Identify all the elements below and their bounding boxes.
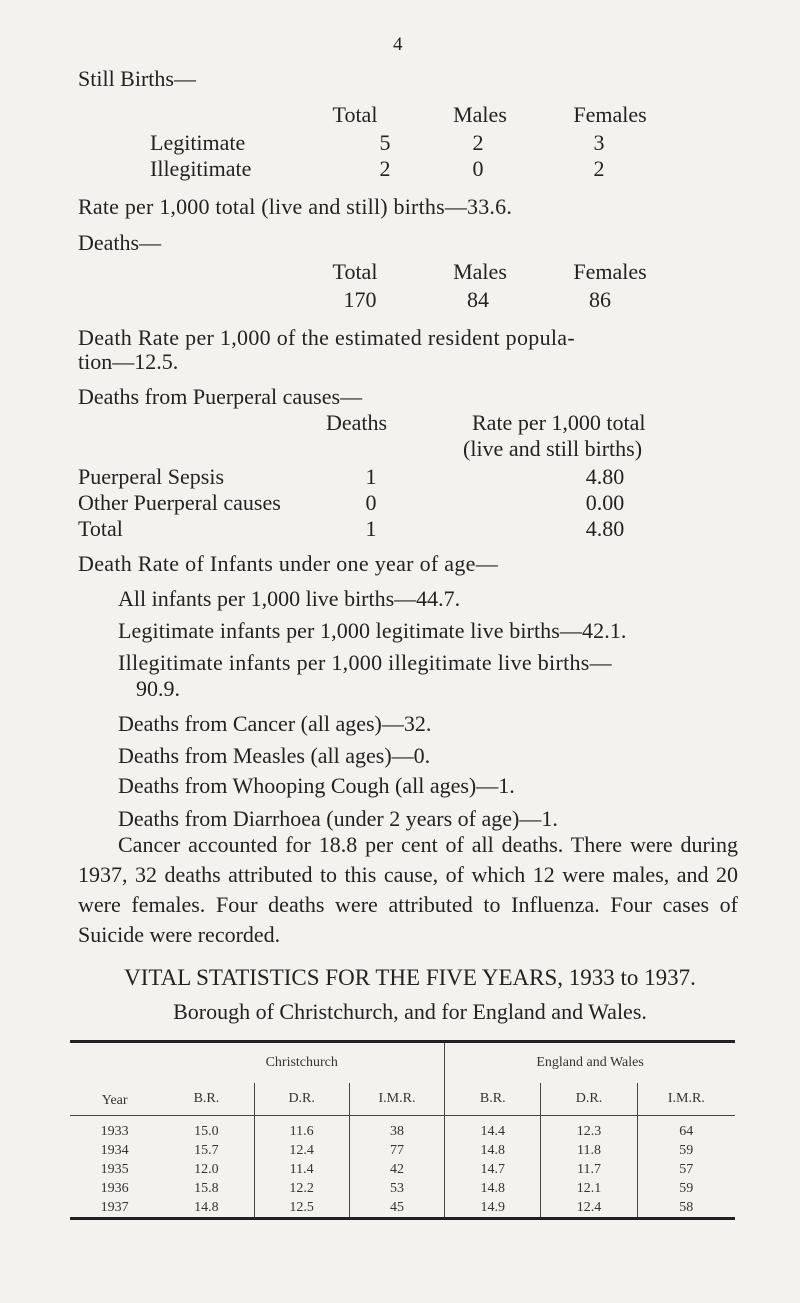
puerperal-col-deaths: Deaths	[326, 410, 388, 435]
group-england-wales: England and Wales	[445, 1042, 735, 1084]
deaths-females: 86	[589, 287, 611, 312]
cell-value: 77	[349, 1141, 444, 1160]
still-births-heading: Still Births—	[78, 66, 196, 91]
col-england-imr: I.M.R.	[637, 1083, 735, 1116]
cell-value: 11.8	[541, 1141, 637, 1160]
puerperal-cell: 0	[365, 490, 377, 515]
still-births-row-label: Legitimate	[150, 130, 246, 155]
puerperal-col-rate-sub: (live and still births)	[463, 436, 643, 461]
deaths-whooping-cough: Deaths from Whooping Cough (all ages)—1.	[118, 773, 515, 798]
still-births-cell: 2	[472, 130, 484, 155]
deaths-measles: Deaths from Measles (all ages)—0.	[118, 743, 431, 768]
col-year: Year	[101, 1093, 128, 1108]
puerperal-cell: 1	[365, 464, 377, 489]
cell-value: 58	[637, 1198, 735, 1219]
still-births-col-males: Males	[453, 102, 507, 127]
vital-stats-title: VITAL STATISTICS FOR THE FIVE YEARS, 1933 to 1937.	[124, 965, 696, 990]
table-row	[70, 1116, 735, 1142]
cell-value: 14.4	[445, 1116, 541, 1142]
cell-value: 14.8	[445, 1141, 541, 1160]
cell-year: 1935	[100, 1162, 129, 1177]
cell-value: 12.1	[541, 1179, 637, 1198]
puerperal-row-label: Total	[78, 516, 123, 541]
still-births-rate: Rate per 1,000 total (live and still) births—33.6.	[78, 194, 513, 219]
deaths-col-males: Males	[453, 259, 507, 284]
cell-value: 57	[637, 1160, 735, 1179]
cell-value: 11.7	[541, 1160, 637, 1179]
cell-value: 12.3	[541, 1116, 637, 1142]
cell-value: 11.6	[254, 1116, 349, 1142]
deaths-col-females: Females	[573, 259, 647, 284]
puerperal-cell: 4.80	[585, 464, 625, 489]
still-births-col-total: Total	[332, 102, 378, 127]
puerperal-cell: 0.00	[585, 490, 625, 515]
group-christchurch: Christchurch	[265, 1055, 338, 1070]
col-christchurch-br: B.R.	[193, 1091, 220, 1106]
vital-stats-subtitle: Borough of Christchurch, and for England and Wales.	[173, 999, 647, 1024]
cell-value: 14.8	[194, 1200, 219, 1215]
cell-value: 15.7	[194, 1143, 219, 1158]
cell-value: 12.4	[254, 1141, 349, 1160]
infant-legitimate: Legitimate infants per 1,000 legitimate live births—42.1.	[118, 618, 627, 643]
table-row	[70, 1179, 735, 1198]
deaths-males: 84	[467, 287, 489, 312]
cell-year: 1937	[100, 1200, 129, 1215]
cancer-paragraph: Cancer accounted for 18.8 per cent of all deaths. There were during 1937, 32 deaths attributed to this cause, of which 12 were males, and 20 were females. Four deaths were attributed to Influenza. Four cases of Suicide were recorded.	[78, 832, 738, 947]
cell-value: 45	[349, 1198, 444, 1219]
cell-value: 15.8	[194, 1181, 219, 1196]
cell-value: 59	[637, 1179, 735, 1198]
deaths-col-total: Total	[332, 259, 378, 284]
infant-heading: Death Rate of Infants under one year of age—	[78, 551, 499, 576]
col-england-br: B.R.	[445, 1083, 541, 1116]
cell-value: 59	[637, 1141, 735, 1160]
cell-value: 12.4	[541, 1198, 637, 1219]
cell-value: 12.2	[254, 1179, 349, 1198]
deaths-total: 170	[343, 287, 377, 312]
cell-value: 14.9	[445, 1198, 541, 1219]
puerperal-cell: 1	[365, 516, 377, 541]
still-births-cell: 0	[472, 156, 484, 181]
vital-stats-table	[70, 1040, 735, 1220]
cell-year: 1933	[100, 1124, 129, 1139]
table-row	[70, 1160, 735, 1179]
cell-value: 38	[349, 1116, 444, 1142]
cell-value: 14.7	[445, 1160, 541, 1179]
col-england-dr: D.R.	[541, 1083, 637, 1116]
deaths-cancer: Deaths from Cancer (all ages)—32.	[118, 711, 432, 736]
cell-value: 12.0	[194, 1162, 219, 1177]
table-row	[70, 1198, 735, 1219]
puerperal-heading: Deaths from Puerperal causes—	[78, 384, 363, 409]
deaths-heading: Deaths—	[78, 230, 162, 255]
cell-value: 12.5	[254, 1198, 349, 1219]
puerperal-row-label: Puerperal Sepsis	[78, 464, 225, 489]
cell-value: 15.0	[194, 1124, 219, 1139]
death-rate-line: Death Rate per 1,000 of the estimated resident popula-	[78, 325, 575, 350]
still-births-cell: 3	[593, 130, 605, 155]
table-row	[70, 1141, 735, 1160]
still-births-cell: 2	[593, 156, 605, 181]
page-number: 4	[393, 34, 403, 55]
infant-all: All infants per 1,000 live births—44.7.	[118, 586, 461, 611]
col-christchurch-dr: D.R.	[254, 1083, 349, 1116]
col-christchurch-imr: I.M.R.	[349, 1083, 444, 1116]
puerperal-row-label: Other Puerperal causes	[78, 490, 281, 515]
cell-value: 42	[349, 1160, 444, 1179]
cell-value: 11.4	[254, 1160, 349, 1179]
puerperal-cell: 4.80	[585, 516, 625, 541]
cell-year: 1936	[100, 1181, 129, 1196]
puerperal-col-rate: Rate per 1,000 total	[472, 410, 646, 435]
still-births-cell: 2	[379, 156, 391, 181]
still-births-col-females: Females	[573, 102, 647, 127]
cell-value: 53	[349, 1179, 444, 1198]
still-births-cell: 5	[379, 130, 391, 155]
cell-year: 1934	[100, 1143, 129, 1158]
infant-illegitimate: Illegitimate infants per 1,000 illegitimate live births—	[118, 650, 612, 675]
cell-value: 14.8	[445, 1179, 541, 1198]
deaths-diarrhoea: Deaths from Diarrhoea (under 2 years of age)—1.	[118, 806, 558, 831]
still-births-row-label: Illegitimate	[150, 156, 252, 181]
death-rate-line-cont: tion—12.5.	[78, 349, 179, 374]
cell-value: 64	[637, 1116, 735, 1142]
infant-illegitimate-cont: 90.9.	[136, 676, 180, 701]
